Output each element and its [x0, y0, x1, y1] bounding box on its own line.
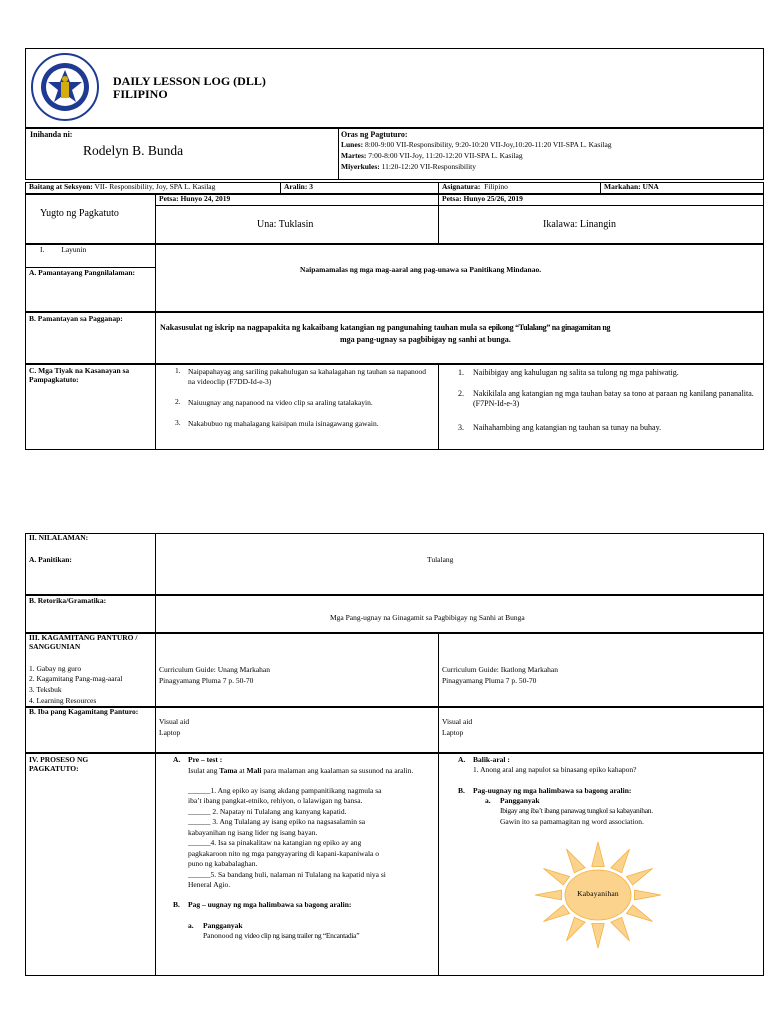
- content-heading: II. NILALAMAN:: [29, 533, 89, 542]
- motivation-title-right: Pangganyak: [500, 796, 540, 805]
- pretest-title: Pre – test :: [188, 755, 223, 764]
- pretest-item-3a: ______ 3. Ang Tulalang ay isang epiko na nagsasalamin sa: [188, 817, 366, 826]
- review-letter: A.: [458, 755, 466, 764]
- deped-seal: [30, 52, 100, 122]
- performance-standard-label: B. Pamantayan sa Pagganap:: [29, 314, 123, 323]
- sun-ray: [592, 842, 605, 866]
- schedule-line-wednesday: Miyerkules: 11:20-12:20 VII-Responsibility: [341, 162, 476, 171]
- date-2: Petsa: Hunyo 25/26, 2019: [442, 194, 523, 203]
- sun-ray: [626, 905, 652, 921]
- pretest-item-1b: iba’t ibang pangkat-etniko, rehiyon, o lalawigan ng bansa.: [188, 796, 363, 805]
- pretest-item-5b: Heneral Agio.: [188, 880, 231, 889]
- stage-row-label: Yugto ng Pagkatuto: [40, 208, 119, 219]
- linking-letter-right: B.: [458, 786, 465, 795]
- performance-standard-text-1: Nakasusulat ng iskrip na nagpapakita ng kakaibang katangian ng pangunahing tauhan mula sa epikong “Tulalang” na ginagamitan ng: [160, 323, 611, 332]
- motivation-letter-left: a.: [188, 921, 194, 930]
- motivation-text-left: Panonood ng video clip ng isang trailer ng “Encantadia”: [203, 931, 360, 940]
- grammar-value: Mga Pang-ugnay na Ginagamit sa Pagbibigay ng Sanhi at Bunga: [330, 613, 525, 622]
- review-title: Balik-aral :: [473, 755, 510, 764]
- materials-heading: III. KAGAMITANG PANTURO / SANGGUNIAN: [29, 633, 138, 651]
- subject: Asignatura: Filipino: [442, 182, 508, 191]
- sun-ray: [611, 917, 630, 941]
- schedule-label: Oras ng Pagtuturo:: [341, 130, 408, 139]
- materials-list-1: 1. Gabay ng guro: [29, 664, 82, 673]
- document-subtitle: FILIPINO: [113, 87, 168, 101]
- materials-left-ref-1: Curriculum Guide: Unang Markahan: [159, 665, 271, 674]
- pretest-item-3b: kabayanihan ng isang lider ng isang bayan.: [188, 828, 318, 837]
- materials-right-ref-1: Curriculum Guide: Ikatlong Markahan: [442, 665, 559, 674]
- other-materials-right-1: Visual aid: [442, 717, 473, 726]
- motivation-title-left: Pangganyak: [203, 921, 243, 930]
- pretest-instruction: Isulat ang Tama at Mali para malaman ang kaalaman sa susunod na aralin.: [188, 766, 414, 775]
- linking-letter: B.: [173, 900, 180, 909]
- pretest-letter: A.: [173, 755, 181, 764]
- content-value-box: [155, 533, 764, 595]
- skills-label: C. Mga Tiyak na Kasanayan sa Pampagkatuto:: [29, 366, 130, 384]
- materials-list-3: 3. Teksbuk: [29, 685, 62, 694]
- literature-value: Tulalang: [427, 555, 454, 564]
- deped-seal-icon: [30, 52, 100, 122]
- sun-ray: [543, 905, 569, 921]
- stage-1-title: Una: Tuklasin: [257, 219, 314, 230]
- process-label-box: [25, 753, 156, 976]
- grade-section: Baitang at Seksyon: VII- Responsibility, Joy, SPA L. Kasilag: [29, 182, 216, 191]
- sun-ray: [592, 924, 605, 948]
- sun-ray: [567, 849, 586, 873]
- other-materials-left-1: Visual aid: [159, 717, 190, 726]
- pretest-item-4c: puno ng kababalaghan.: [188, 859, 258, 868]
- sun-ray: [535, 890, 562, 900]
- grammar-label: B. Retorika/Gramatika:: [29, 596, 107, 605]
- pretest-item-4b: pagkakaroon nito ng mga pangyayaring di kapani-kapaniwala o: [188, 849, 379, 858]
- word-association-sun: [528, 836, 668, 954]
- stage-2-title: Ikalawa: Linangin: [543, 219, 617, 230]
- objectives-heading: I. Layunin: [40, 245, 87, 254]
- content-standard-text: Naipamamalas ng mga mag-aaral ang pag-unawa sa Panitikang Mindanao.: [300, 265, 542, 274]
- objectives-right-box: [155, 244, 764, 312]
- motivation-letter-right: a.: [485, 796, 491, 805]
- document-title: DAILY LESSON LOG (DLL): [113, 74, 266, 88]
- materials-list-4: 4. Learning Resources: [29, 696, 97, 705]
- sun-center-label: Kabayanihan: [577, 889, 619, 898]
- review-item: 1. Anong aral ang napulot sa binasang epiko kahapon?: [473, 765, 637, 774]
- prepared-label: Inihanda ni:: [30, 130, 73, 139]
- sun-ray: [626, 869, 652, 885]
- linking-title-right: Pag-uugnay ng mga halimbawa sa bagong aralin:: [473, 786, 632, 795]
- other-materials-left-2: Laptop: [159, 728, 181, 737]
- motivation-line-2: Gawin ito sa pamamagitan ng word association.: [500, 817, 644, 826]
- pretest-item-2: ______ 2. Napatay ni Tulalang ang kanyang kapatid.: [188, 807, 347, 816]
- date-1: Petsa: Hunyo 24, 2019: [159, 194, 231, 203]
- other-materials-left-box: [155, 707, 439, 753]
- sun-ray: [634, 890, 661, 900]
- materials-list-2: 2. Kagamitang Pang-mag-aaral: [29, 674, 123, 683]
- schedule-line-monday: Lunes: 8:00-9:00 VII-Responsibility, 9:20-10:20 VII-Joy,10:20-11:20 VII-SPA L. Kasilag: [341, 140, 612, 149]
- pretest-item-5a: ______5. Sa bandang huli, nalaman ni Tulalang na kapatid niya si: [188, 870, 386, 879]
- other-materials-right-box: [438, 707, 764, 753]
- motivation-line-1: Ibigay ang iba’t ibang panawag tungkol sa kabayanihan.: [500, 806, 653, 815]
- lesson-number: Aralin: 3: [284, 182, 313, 191]
- pretest-item-1a: ______1. Ang epiko ay isang akdang pampanitikang nagmula sa: [188, 786, 382, 795]
- content-standard-label: A. Pamantayang Pangnilalaman:: [29, 268, 136, 277]
- materials-right-ref-2: Pinagyamang Pluma 7 p. 50-70: [442, 676, 537, 685]
- literature-label: A. Panitikan:: [29, 555, 72, 564]
- process-heading: IV. PROSESO NG PAGKATUTO:: [29, 755, 89, 773]
- other-materials-label: B. Iba pang Kagamitang Panturo:: [29, 707, 139, 716]
- sun-ray: [567, 917, 586, 941]
- teacher-name: Rodelyn B. Bunda: [83, 143, 184, 158]
- sun-ray: [611, 849, 630, 873]
- performance-standard-text-2: mga pang-ugnay sa pagbibigay ng sanhi at bunga.: [340, 335, 511, 344]
- schedule-line-tuesday: Martes: 7:00-8:00 VII-Joy, 11:20-12:20 VII-SPA L. Kasilag: [341, 151, 523, 160]
- pretest-item-4a: ______4. Isa sa pinakalitaw na katangian ng epiko ay ang: [188, 838, 362, 847]
- sun-ray: [543, 869, 569, 885]
- linking-title: Pag – uugnay ng mga halimbawa sa bagong aralin:: [188, 900, 352, 909]
- materials-left-ref-2: Pinagyamang Pluma 7 p. 50-70: [159, 676, 254, 685]
- other-materials-right-2: Laptop: [442, 728, 464, 737]
- quarter: Markahan: UNA: [604, 182, 659, 191]
